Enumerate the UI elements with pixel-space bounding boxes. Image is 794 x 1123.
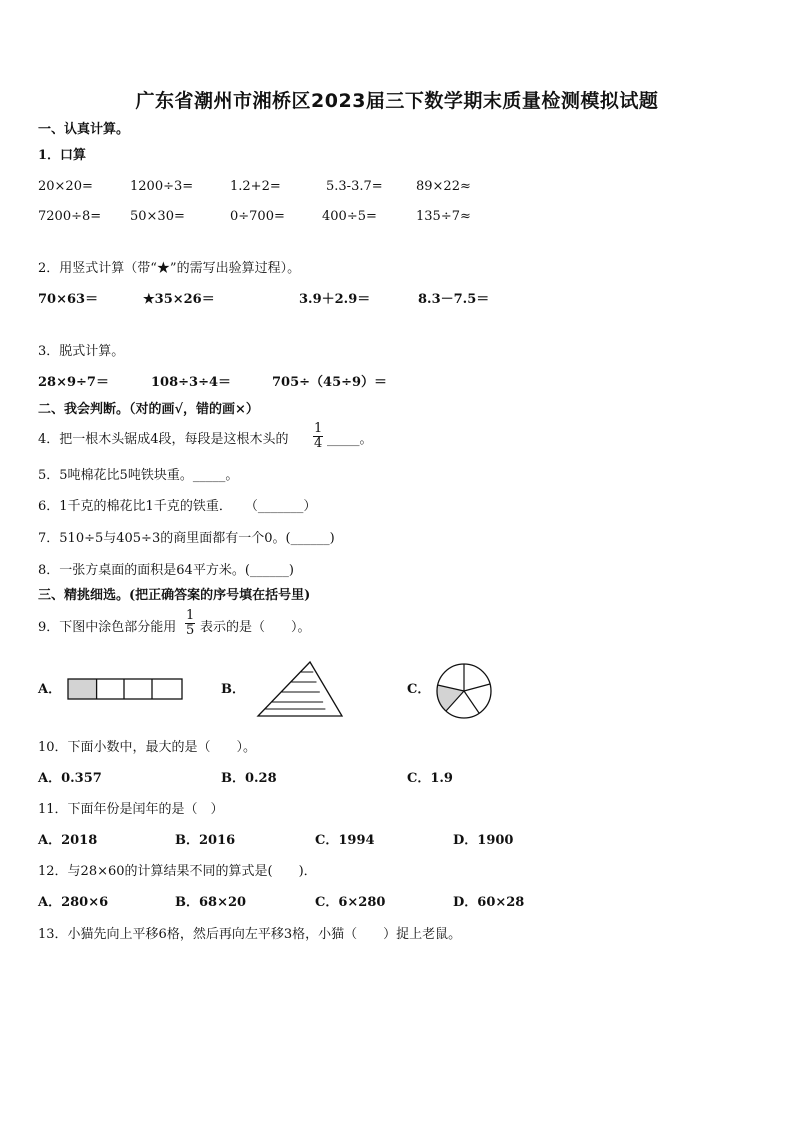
q9-fraction [185, 609, 195, 638]
q12-option: C．6×280 [315, 895, 386, 910]
figure-c-circle [434, 661, 494, 721]
q9-text: 9．下图中涂色部分能用 [38, 620, 177, 635]
oral-calc-item: 5.3-3.7= [326, 179, 383, 194]
q10-option: C．1.9 [407, 771, 453, 786]
figure-b-triangle [256, 660, 344, 718]
q12-option: A．280×6 [38, 895, 109, 910]
q13-text: 13．小猫先向上平移6格，然后再向左平移3格，小猫（ ）捉上老鼠。 [38, 927, 462, 942]
q10-text: 10．下面小数中，最大的是（ ）。 [38, 740, 257, 755]
oral-calc-item: 1200÷3= [130, 179, 194, 194]
section-1-heading: 一、认真计算。 [38, 122, 130, 137]
oral-calc-item: 400÷5= [322, 209, 377, 224]
section-3-heading: 三、精挑细选。(把正确答案的序号填在括号里) [38, 588, 311, 603]
q11-text: 11．下面年份是闰年的是（ ） [38, 802, 224, 817]
q11-option: D．1900 [453, 833, 514, 848]
section-2-heading: 二、我会判断。（对的画√，错的画×） [38, 402, 259, 417]
q6-text: 6．1千克的棉花比1千克的铁重． （_______） [38, 499, 317, 514]
q4-fraction [313, 422, 323, 451]
q10-option: B．0.28 [221, 771, 277, 786]
q4-blank: _____。 [327, 432, 373, 447]
oral-calc-item: 7200÷8= [38, 209, 102, 224]
shaded-sector [437, 685, 464, 711]
fraction-denominator: 5 [186, 623, 195, 638]
q12-text: 12．与28×60的计算结果不同的算式是( )． [38, 864, 317, 879]
option-b-label: B． [221, 682, 245, 697]
oral-calc-item: 1.2+2= [230, 179, 281, 194]
q12-option: D．60×28 [453, 895, 525, 910]
q11-option: C．1994 [315, 833, 375, 848]
q3-label: 3．脱式计算。 [38, 344, 125, 359]
q9-text-end: 表示的是（ ）。 [200, 620, 311, 635]
fraction-denominator: 4 [314, 436, 323, 451]
vertical-calc-item: ★35×26＝ [143, 292, 215, 307]
figure-a-bar [66, 677, 184, 701]
q12-option: B．68×20 [175, 895, 247, 910]
shaded-cell [68, 679, 97, 699]
vertical-calc-item: 3.9＋2.9＝ [299, 292, 371, 307]
oral-calc-item: 50×30= [130, 209, 185, 224]
vertical-calc-item: 8.3－7.5＝ [418, 292, 490, 307]
fraction-numerator: 1 [186, 608, 195, 623]
fraction-numerator: 1 [314, 421, 323, 436]
page-title: 广东省潮州市湘桥区2023届三下数学期末质量检测模拟试题 [135, 90, 659, 112]
q10-option: A．0.357 [38, 771, 102, 786]
q1-label: 1．口算 [38, 148, 87, 163]
q5-text: 5．5吨棉花比5吨铁块重。_____。 [38, 468, 239, 483]
vertical-calc-item: 70×63＝ [38, 292, 99, 307]
mixed-calc-item: 705÷（45÷9）＝ [272, 375, 388, 390]
q4-text: 4．把一根木头锯成4段，每段是这根木头的 [38, 432, 289, 447]
q11-option: A．2018 [38, 833, 98, 848]
oral-calc-item: 0÷700= [230, 209, 285, 224]
oral-calc-item: 89×22≈ [416, 179, 471, 194]
option-c-label: C． [407, 682, 431, 697]
q7-text: 7．510÷5与405÷3的商里面都有一个0。(______) [38, 531, 335, 546]
mixed-calc-item: 28×9÷7＝ [38, 375, 109, 390]
q2-label: 2．用竖式计算（带“★”的需写出验算过程）。 [38, 261, 301, 276]
oral-calc-item: 135÷7≈ [416, 209, 471, 224]
mixed-calc-item: 108÷3÷4＝ [151, 375, 232, 390]
oral-calc-item: 20×20= [38, 179, 93, 194]
q11-option: B．2016 [175, 833, 236, 848]
q8-text: 8．一张方桌面的面积是64平方米。(______) [38, 563, 294, 578]
option-a-label: A． [38, 682, 62, 697]
